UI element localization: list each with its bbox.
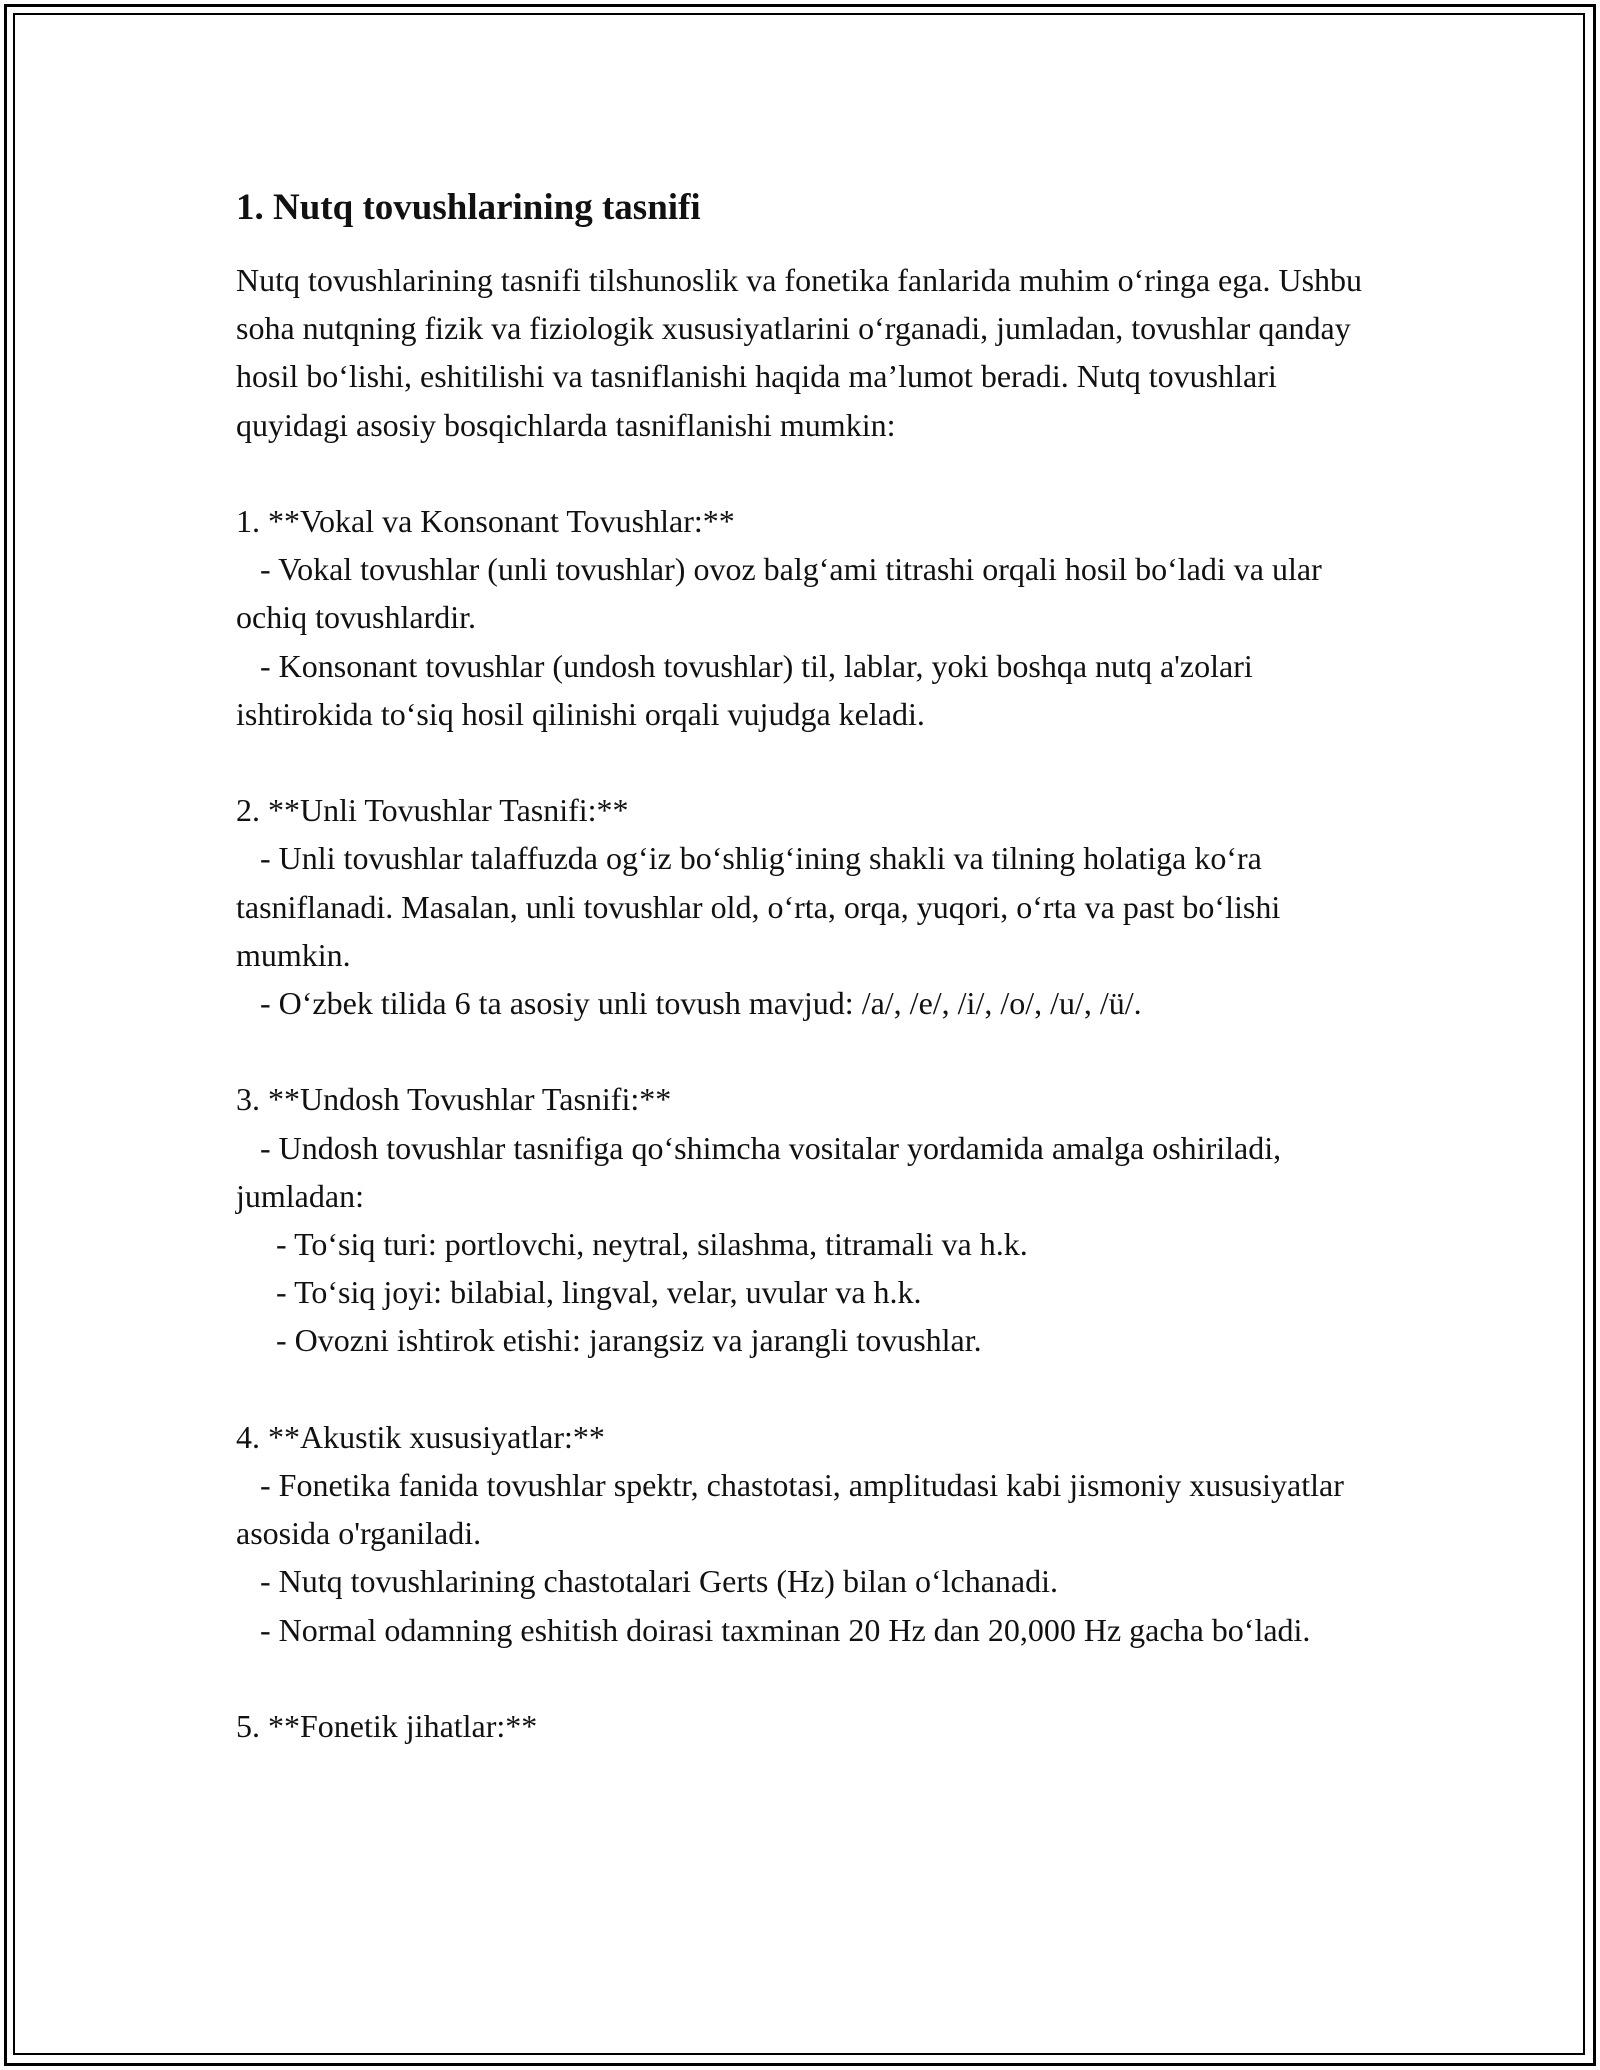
section-heading: 1. **Vokal va Konsonant Tovushlar:** (236, 503, 735, 539)
section-heading: 3. **Undosh Tovushlar Tasnifi:** (236, 1081, 672, 1118)
section-heading: 4. **Akustik xususiyatlar:** (236, 1418, 605, 1455)
document-title: 1. Nutq tovushlarining tasnifi (236, 187, 701, 228)
section-subitem: - To‘siq turi: portlovchi, neytral, silashma, titramali va h.k. (236, 1226, 1028, 1263)
section-item: - Konsonant tovushlar (undosh tovushlar) til, lablar, yoki boshqa nutq a'zolari ishtirokida to‘siq hosil qilinishi orqali vujudga keladi. (236, 647, 1261, 732)
section-item: - Normal odamning eshitish doirasi taxminan 20 Hz dan 20,000 Hz gacha bo‘ladi. (236, 1611, 1311, 1648)
section-subitem: - Ovozni ishtirok etishi: jarangsiz va jarangli tovushlar. (236, 1322, 982, 1359)
paragraph-gap (236, 1654, 1366, 1702)
paragraph-gap (236, 1027, 1366, 1075)
section-heading: 5. **Fonetik jihatlar:** (236, 1708, 538, 1745)
section-item: - Nutq tovushlarining chastotalari Gerts (Hz) bilan o‘lchanadi. (236, 1563, 1058, 1600)
intro-paragraph: Nutq tovushlarining tasnifi tilshunoslik va fonetika fanlarida muhim o‘ringa ega. Ushbu soha nutqning fizik va fiziologik xususiyatlarini o‘rganadi, jumladan, tovushlar qanday hosil bo‘lishi, eshitilishi va tasniflanishi haqida ma’lumot beradi. Nutq tovushlari quyidagi asosiy bosqichlarda tasniflanishi mumkin: (236, 262, 1371, 443)
section-item: - O‘zbek tilida 6 ta asosiy unli tovush mavjud: /a/, /e/, /i/, /o/, /u/, /ü/. (236, 985, 1142, 1022)
document-body (236, 184, 1371, 1750)
section-item: - Fonetika fanida tovushlar spektr, chastotasi, amplitudasi kabi jismoniy xususiyatlar asosida o'rganiladi. (236, 1467, 1352, 1552)
paragraph-gap (236, 738, 1366, 786)
section-item: - Undosh tovushlar tasnifiga qo‘shimcha vositalar yordamida amalga oshiriladi, jumladan: (236, 1129, 1290, 1214)
section-heading: 2. **Unli Tovushlar Tasnifi:** (236, 792, 629, 829)
paragraph-gap (236, 1365, 1366, 1413)
paragraph-gap (236, 449, 1366, 497)
section-item: - Vokal tovushlar (unli tovushlar) ovoz balg‘ami titrashi orqali hosil bo‘ladi va ular ochiq tovushlardir. (236, 551, 1330, 636)
section-item: - Unli tovushlar talaffuzda og‘iz bo‘shlig‘ining shakli va tilning holatiga ko‘ra tasniflanadi. Masalan, unli tovushlar old, o‘rta, orqa, yuqori, o‘rta va past bo‘lishi mumkin. (236, 840, 1289, 973)
section-subitem: - To‘siq joyi: bilabial, lingval, velar, uvular va h.k. (236, 1274, 922, 1311)
